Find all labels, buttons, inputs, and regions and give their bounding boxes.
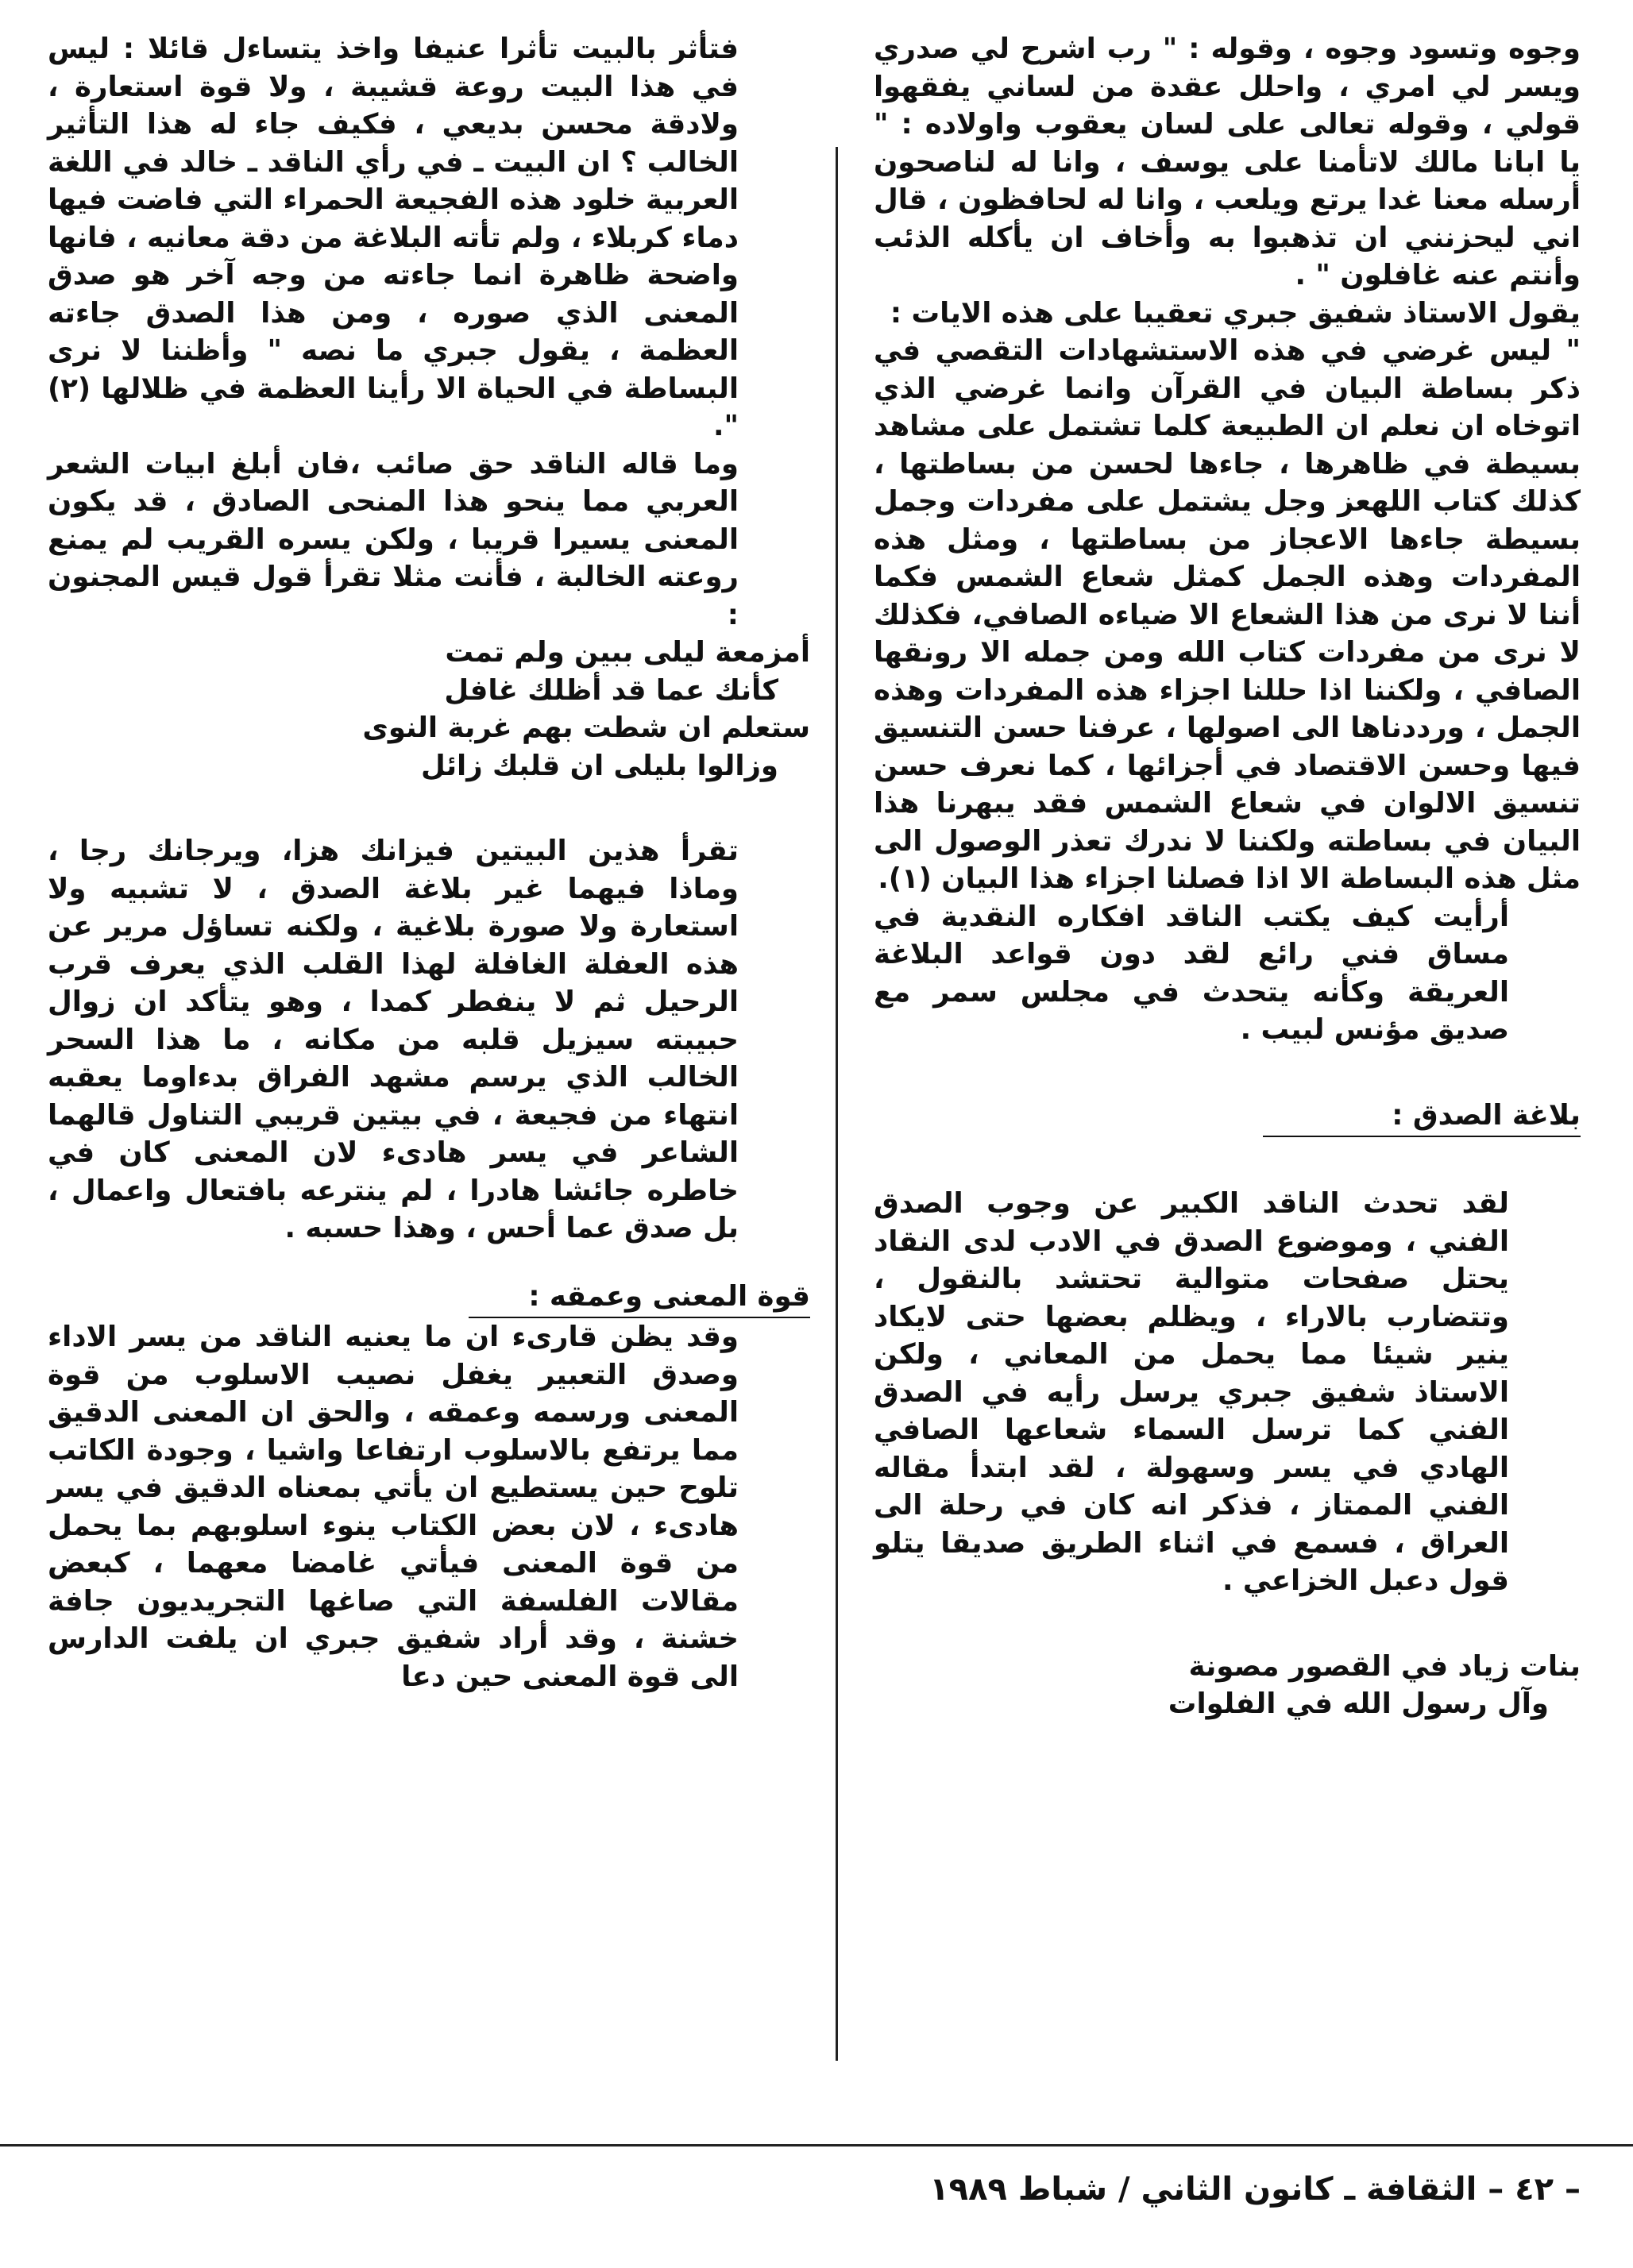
section-heading-meaning: قوة المعنى وعمقه : — [469, 1278, 810, 1319]
verse-line: أمزمعة ليلى ببين ولم تمت — [445, 636, 810, 669]
right-paragraph-1: وجوه وتسود وجوه ، وقوله : " رب اشرح لي صدري ويسر لي امري ، واحلل عقدة من لساني يفقهوا قولي ، وقوله تعالى على لسان يعقوب واولاده : " يا ابانا مالك لاتأمنا على يوسف ، وانا له لناصحون أرسله معنا غدا يرتع ويلعب ، وانا له لحافظون ، قال اني ليحزنني ان تذهبوا به وأخاف ان يأكله الذئب وأنتم عنه غافلون " . — [874, 33, 1581, 291]
right-column — [874, 30, 1581, 1723]
verse-line: وزالوا بليلى ان قلبك زائل — [421, 749, 778, 782]
left-paragraph-3: تقرأ هذين البيتين فيزانك هزا، ويرجانك رجا ، وماذا فيهما غير بلاغة الصدق ، لا تشبيه ولا استعارة ولا صورة بلاغية ، ولكنه تساؤل مرير عن هذه العفلة الغافلة لهذا القلب الذي يعرف قرب الرحيل ثم لا ينفطر كمدا ، وهو يتأكد ان زوال حبيبته سيزيل قلبه من مكانه ، ما هذا السحر الخالب الذي يرسم مشهد الفراق بدءاوما يعقبه انتهاء من فجيعة ، في بيتين قريبي التناول قالهما الشاعر في يسر هادىء لان المعنى كان في خاطره جائشا هادرا ، لم ينترعه بافتعال واعمال ، بل صدق عما أحس ، وهذا حسبه . — [48, 835, 739, 1244]
page-footer: – ٤٢ – الثقافة ـ كانون الثاني / شباط ١٩٨٩ — [929, 2171, 1581, 2208]
left-paragraph-4: وقد يظن قارىء ان ما يعنيه الناقد من يسر الاداء وصدق التعبير يغفل نصيب الاسلوب من قوة المعنى ورسمه وعمقه ، والحق ان المعنى الدقيق مما يرتفع بالاسلوب ارتفاعا واشيا ، وجودة الكاتب تلوح حين يستطيع ان يأتي بمعناه الدقيق في يسر هادىء ، لان بعض الكتاب ينوء اسلوبهم بما يحمل من قوة المعنى فيأتي غامضا معهما ، كبعض مقالات الفلسفة التي صاغها التجريديون جافة خشنة ، وقد أراد شفيق جبري ان يلفت الدارس الى قوة المعنى حين دعا — [48, 1321, 739, 1693]
right-paragraph-quote: " ليس غرضي في هذه الاستشهادات التقصي في ذكر بساطة البيان في القرآن وانما غرضي الذي اتوخاه ان نعلم ان الطبيعة كلما تشتمل على مشاهد بسيطة في ظاهرها ، جاءها لحسن من بساطتها ، كذلك كتاب اللهعز وجل يشتمل على مفردات وجمل بسيطة جاءها الاعجاز من بساطتها ، ومثل هذه المفردات وهذه الجمل كمثل شعاع الشمس فكما أننا لا نرى من هذا الشعاع الا ضياءه الصافي، فكذلك لا نرى من مفردات كتاب الله ومن جمله الا رونقها الصافي ، ولكننا اذا حللنا اجزاء هذه المفردات وهذه الجمل ، ورددناها الى اصولها ، عرفنا حسن التنسيق فيها وحسن الاقتصاد في أجزائها ، كما نعرف حسن تنسيق الالوان في شعاع الشمس فقد يبهرنا هذا البيان في بساطته ولكننا لا ندرك تعذر الوصول الى مثل هذه البساطة الا اذا فصلنا اجزاء هذا البيان (١). — [874, 334, 1581, 895]
left-column — [48, 30, 810, 1695]
verse-line: بنات زياد في القصور مصونة — [1188, 1649, 1581, 1683]
right-paragraph-5: لقد تحدث الناقد الكبير عن وجوب الصدق الفني ، وموضوع الصدق في الادب لدى النقاد يحتل صفحات متوالية تحتشد بالنقول ، وتتضارب بالاراء ، ويظلم بعضها حتى لايكاد ينير شيئا مما يحمل من المعاني ، ولكن الاستاذ شفيق جبري يرسل رأيه في الصدق الفني كما ترسل السماء شعاعها الصافي الهادي في يسر وسهولة ، لقد ابتدأ مقاله الفني الممتاز ، فذكر انه كان في رحلة الى العراق ، فسمع في اثناء الطريق صديقا يتلو قول دعبل الخزاعي . — [874, 1187, 1509, 1597]
footer-rule — [0, 2144, 1633, 2146]
verse-line: كأنك عما قد أظلك غافل — [444, 673, 778, 707]
verse-line: ستعلم ان شطت بهم غربة النوى — [362, 712, 810, 744]
right-paragraph-4: أرأيت كيف يكتب الناقد افكاره النقدية في مساق فني رائع لقد دون قواعد البلاغة العريقة وكأنه يتحدث في مجلس سمر مع صديق مؤنس لبيب . — [874, 900, 1509, 1046]
right-paragraph-2: يقول الاستاذ شفيق جبري تعقيبا على هذه الايات : — [890, 296, 1581, 330]
left-paragraph-1: فتأثر بالبيت تأثرا عنيفا واخذ يتساءل قائلا : ليس في هذا البيت روعة قشيبة ، ولا قوة استعارة ، ولادقة محسن بديعي ، فكيف جاء له هذا التأثير الخالب ؟ ان البيت ـ في رأي الناقد ـ خالد في اللغة العربية خلود هذه الفجيعة الحمراء التي فاضت فيها دماء كربلاء ، ولم تأته البلاغة من دقة معانيه ، فانها واضحة ظاهرة انما جاءته من وجه آخر هو صدق المعنى الذي صوره ، ومن هذا الصدق جاءته العظمة ، يقول جبري ما نصه " وأظننا لا نرى البساطة في الحياة الا رأينا العظمة في ظلالها (٢) ". — [48, 33, 739, 442]
section-heading-sincerity: بلاغة الصدق : — [1263, 1097, 1581, 1138]
column-divider — [836, 147, 838, 2061]
verse-line: وآل رسول الله في الفلوات — [1168, 1688, 1549, 1720]
left-paragraph-2: وما قاله الناقد حق صائب ،فان أبلغ ابيات الشعر العربي مما ينحو هذا المنحى الصادق ، قد يكون المعنى يسيرا قريبا ، ولكن يسره القريب لم يمنع روعته الخالبة ، فأنت مثلا تقرأ قول قيس المجنون : — [48, 447, 739, 631]
